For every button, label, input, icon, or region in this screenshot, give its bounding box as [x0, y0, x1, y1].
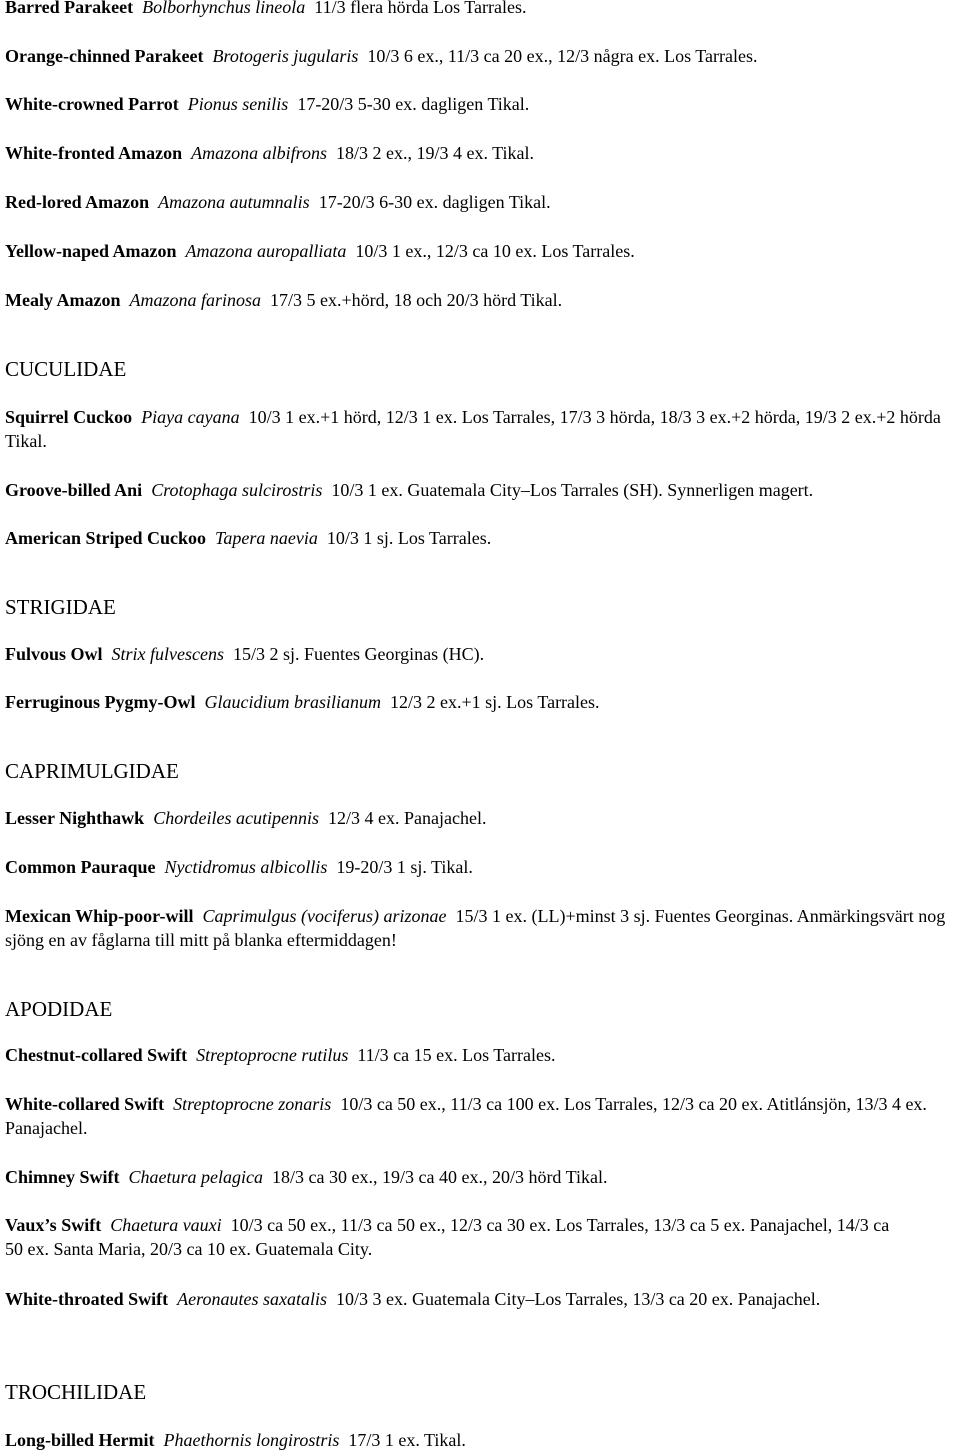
observation-note: 17-20/3 6-30 ex. dagligen Tikal.: [318, 192, 551, 212]
family-heading: STRIGIDAE: [5, 595, 116, 619]
common-name: Orange-chinned Parakeet: [5, 46, 204, 66]
species-entry: [5, 405, 950, 453]
scientific-name: Crotophaga sulcirostris: [151, 480, 323, 500]
species-entry: [5, 855, 952, 879]
observation-note: 10/3 3 ex. Guatemala City–Los Tarrales, 13/3 ca 20 ex. Panajachel.: [335, 1289, 821, 1309]
species-entry: [5, 1092, 935, 1140]
common-name: Groove-billed Ani: [5, 480, 143, 500]
scientific-name: Piaya cayana: [141, 407, 240, 427]
family-heading: CAPRIMULGIDAE: [5, 759, 179, 783]
scientific-name: Bolborhynchus lineola: [142, 0, 306, 17]
observation-note: 10/3 ca 50 ex., 11/3 ca 50 ex., 12/3 ca 30 ex. Los Tarrales, 13/3 ca 5 ex. Panajachel, 14/3 ca 50 ex. Santa Maria, 20/3 ca 10 ex. Guatemala City.: [5, 1215, 890, 1259]
scientific-name: Amazona farinosa: [129, 290, 261, 310]
observation-note: 11/3 ca 15 ex. Los Tarrales.: [357, 1045, 556, 1065]
species-entry: [5, 806, 952, 830]
species-entry: [5, 1043, 952, 1067]
scientific-name: Glaucidium brasilianum: [204, 692, 382, 712]
common-name: Chimney Swift: [5, 1167, 120, 1187]
scientific-name: Chaetura vauxi: [110, 1215, 222, 1235]
scientific-name: Pionus senilis: [187, 94, 289, 114]
common-name: Chestnut-collared Swift: [5, 1045, 188, 1065]
scientific-name: Amazona albifrons: [191, 143, 327, 163]
common-name: Red-lored Amazon: [5, 192, 150, 212]
observation-note: 10/3 ca 50 ex., 11/3 ca 100 ex. Los Tarrales, 12/3 ca 20 ex. Atitlánsjön, 13/3 4 ex. Panajachel.: [5, 1094, 927, 1138]
common-name: White-crowned Parrot: [5, 94, 179, 114]
common-name: Long-billed Hermit: [5, 1430, 155, 1450]
common-name: White-collared Swift: [5, 1094, 165, 1114]
scientific-name: Amazona auropalliata: [185, 241, 347, 261]
observation-note: 10/3 1 ex. Guatemala City–Los Tarrales (SH). Synnerligen magert.: [331, 480, 814, 500]
species-entry: [5, 642, 952, 666]
scientific-name: Aeronautes saxatalis: [177, 1289, 327, 1309]
scientific-name: Streptoprocne rutilus: [196, 1045, 349, 1065]
family-heading: CUCULIDAE: [5, 357, 127, 381]
species-entry: [5, 1165, 952, 1189]
observation-note: 19-20/3 1 sj. Tikal.: [336, 857, 473, 877]
observation-note: 10/3 1 sj. Los Tarrales.: [326, 528, 492, 548]
common-name: Vaux’s Swift: [5, 1215, 102, 1235]
species-entry: [5, 44, 952, 68]
family-heading: TROCHILIDAE: [5, 1380, 147, 1404]
common-name: White-fronted Amazon: [5, 143, 183, 163]
species-entry: [5, 478, 952, 502]
observation-note: 12/3 2 ex.+1 sj. Los Tarrales.: [390, 692, 600, 712]
common-name: Lesser Nighthawk: [5, 808, 145, 828]
common-name: Mealy Amazon: [5, 290, 121, 310]
common-name: Fulvous Owl: [5, 644, 103, 664]
common-name: Yellow-naped Amazon: [5, 241, 177, 261]
scientific-name: Tapera naevia: [215, 528, 318, 548]
species-entry: [5, 190, 952, 214]
scientific-name: Nyctidromus albicollis: [164, 857, 328, 877]
species-entry: [5, 288, 952, 312]
species-entry: [5, 1287, 885, 1311]
common-name: Squirrel Cuckoo: [5, 407, 133, 427]
species-entry: [5, 0, 952, 19]
observation-note: 10/3 1 ex., 12/3 ca 10 ex. Los Tarrales.: [355, 241, 635, 261]
observation-note: 10/3 6 ex., 11/3 ca 20 ex., 12/3 några ex. Los Tarrales.: [367, 46, 758, 66]
scientific-name: Strix fulvescens: [111, 644, 224, 664]
observation-note: 18/3 ca 30 ex., 19/3 ca 40 ex., 20/3 hörd Tikal.: [272, 1167, 608, 1187]
common-name: Barred Parakeet: [5, 0, 134, 17]
observation-note: 15/3 1 ex. (LL)+minst 3 sj. Fuentes Georginas. Anmärkingsvärt nog sjöng en av fåglarna till mitt på blanka eftermiddagen!: [5, 906, 946, 950]
species-entry: [5, 141, 952, 165]
scientific-name: Streptoprocne zonaris: [173, 1094, 332, 1114]
scientific-name: Caprimulgus (vociferus) arizonae: [202, 906, 447, 926]
observation-note: 17/3 1 ex. Tikal.: [348, 1430, 466, 1450]
species-entry: [5, 239, 952, 263]
common-name: White-throated Swift: [5, 1289, 169, 1309]
scientific-name: Amazona autumnalis: [158, 192, 310, 212]
observation-note: 12/3 4 ex. Panajachel.: [328, 808, 487, 828]
observation-note: 11/3 flera hörda Los Tarrales.: [314, 0, 527, 17]
observation-note: 15/3 2 sj. Fuentes Georginas (HC).: [233, 644, 485, 664]
species-entry: [5, 904, 950, 952]
observation-note: 18/3 2 ex., 19/3 4 ex. Tikal.: [336, 143, 535, 163]
common-name: Common Pauraque: [5, 857, 156, 877]
scientific-name: Brotogeris jugularis: [212, 46, 359, 66]
species-entry: [5, 1428, 952, 1452]
species-entry: [5, 526, 952, 550]
species-entry: [5, 92, 952, 116]
species-entry: [5, 690, 952, 714]
scientific-name: Chaetura pelagica: [128, 1167, 263, 1187]
observation-note: 17/3 5 ex.+hörd, 18 och 20/3 hörd Tikal.: [270, 290, 563, 310]
species-entry: [5, 1213, 905, 1261]
observation-note: 17-20/3 5-30 ex. dagligen Tikal.: [297, 94, 530, 114]
common-name: Ferruginous Pygmy-Owl: [5, 692, 196, 712]
common-name: American Striped Cuckoo: [5, 528, 206, 548]
family-heading: APODIDAE: [5, 997, 113, 1021]
observation-note: 10/3 1 ex.+1 hörd, 12/3 1 ex. Los Tarrales, 17/3 3 hörda, 18/3 3 ex.+2 hörda, 19/3 2 ex.+2 hörda Tikal.: [5, 407, 941, 451]
scientific-name: Phaethornis longirostris: [163, 1430, 340, 1450]
common-name: Mexican Whip-poor-will: [5, 906, 194, 926]
scientific-name: Chordeiles acutipennis: [153, 808, 320, 828]
